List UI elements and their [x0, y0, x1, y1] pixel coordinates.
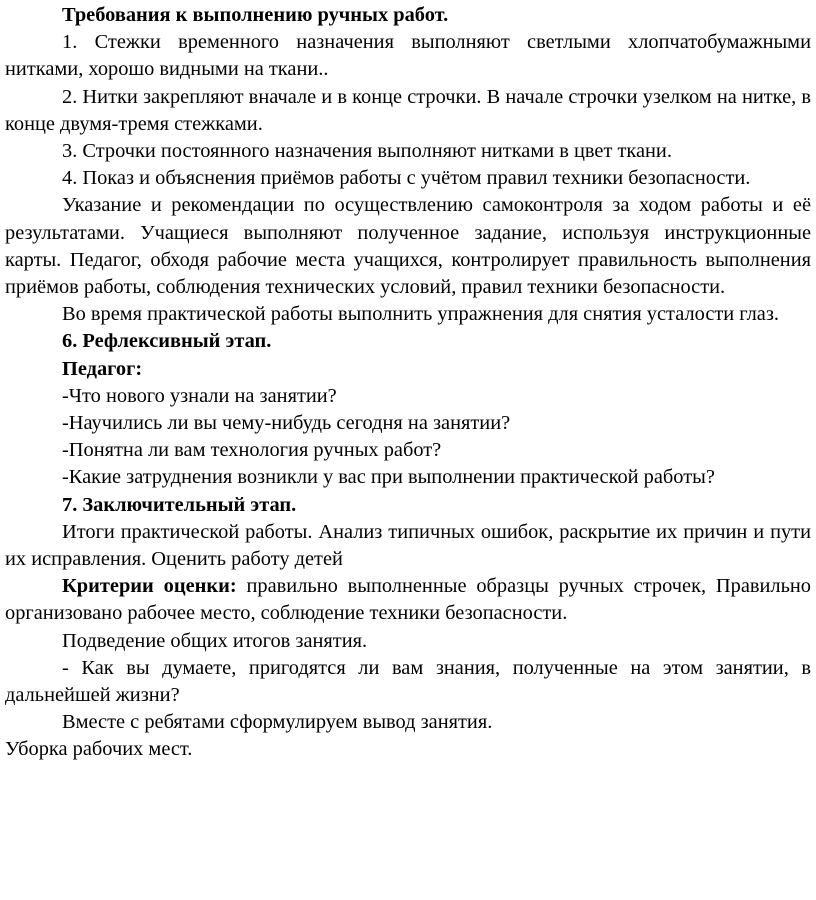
cleanup-paragraph: Уборка рабочих мест.: [5, 738, 193, 761]
reflection-question-1: -Что нового узнали на занятии?: [62, 384, 337, 407]
requirement-3: 3. Строчки постоянного назначения выполняют нитками в цвет ткани.: [62, 140, 672, 163]
future-question-paragraph: - Как вы думаете, пригодятся ли вам знания, полученные на этом занятии, в дальнейшей жизни?: [5, 656, 811, 707]
eye-exercise-paragraph: Во время практической работы выполнить упражнения для снятия усталости глаз.: [62, 303, 779, 326]
results-paragraph: Итоги практической работы. Анализ типичных ошибок, раскрытие их причин и пути их исправления. Оценить работу детей: [5, 520, 811, 571]
requirement-1: 1. Стежки временного назначения выполняют светлыми хлопчатобумажными нитками, хорошо видными на ткани..: [5, 31, 811, 81]
summary-paragraph: Подведение общих итогов занятия.: [62, 629, 368, 652]
requirement-4: 4. Показ и объяснения приёмов работы с учётом правил техники безопасности.: [62, 167, 751, 190]
requirement-2: 2. Нитки закрепляют вначале и в конце строчки. В начале строчки узелком на нитке, в конце двумя-тремя стежками.: [5, 85, 811, 135]
requirements-heading: Требования к выполнению ручных работ.: [62, 4, 449, 26]
reflection-question-2: -Научились ли вы чему-нибудь сегодня на занятии?: [62, 412, 511, 435]
self-control-paragraph: Указание и рекомендации по осуществлению самоконтроля за ходом работы и её результатами. Учащиеся выполняют полученное задание, используя инструкционные карты. Педагог, обходя рабочие места учащихся, контролирует правильность выполнения приёмов работы, соблюдения технических условий, правил техники безопасности.: [5, 194, 811, 299]
criteria-label: Критерии оценки:: [62, 575, 237, 598]
conclusion-paragraph: Вместе с ребятами сформулируем вывод занятия.: [62, 711, 493, 734]
stage-6-heading: 6. Рефлексивный этап.: [62, 330, 272, 353]
reflection-question-3: -Понятна ли вам технология ручных работ?: [62, 439, 442, 462]
document-page: [5, 2, 811, 764]
teacher-label: Педагог:: [62, 357, 143, 380]
reflection-question-4: -Какие затруднения возникли у вас при выполнении практической работы?: [62, 466, 715, 489]
criteria-paragraph: [5, 573, 811, 627]
criteria-text: правильно выполненные образцы ручных строчек, Правильно организовано рабочее место, соблюдение техники безопасности.: [5, 575, 812, 625]
stage-7-heading: 7. Заключительный этап.: [62, 493, 297, 516]
